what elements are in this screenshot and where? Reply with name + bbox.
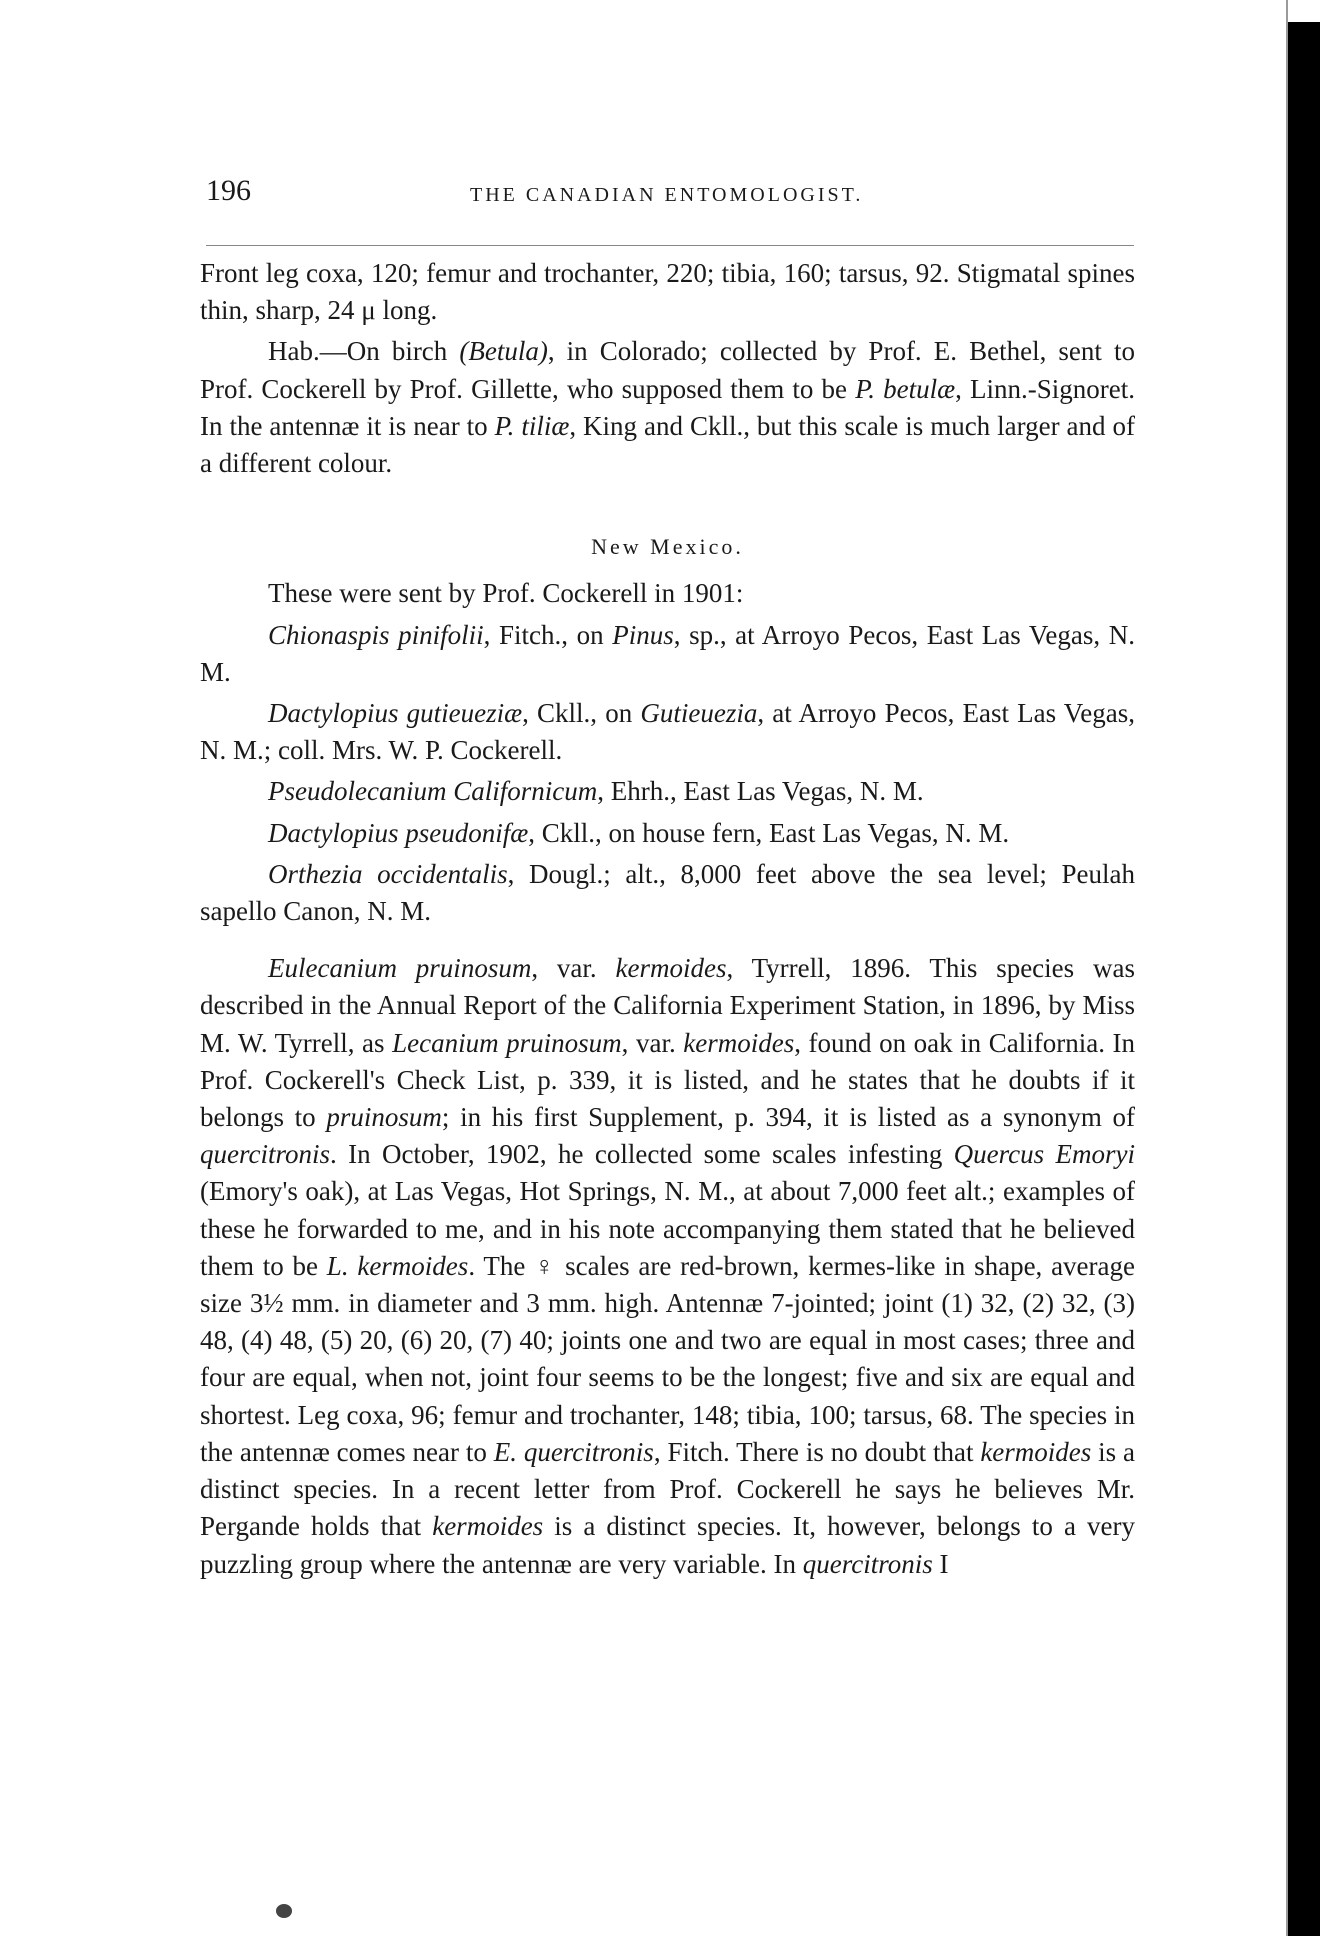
section-heading: New Mexico. [591,534,744,560]
paragraph: Orthezia occidentalis, Dougl.; alt., 8,000 feet above the sea level; Peulah sapello Canon, N. M. [200,858,1135,927]
body-text [200,255,1135,1583]
paragraph: Dactylopius gutieueziæ, Ckll., on Gutieuezia, at Arroyo Pecos, East Las Vegas, N. M.; coll. Mrs. W. P. Cockerell. [200,698,1136,766]
paragraph: Front leg coxa, 120; femur and trochanter, 220; tibia, 160; tarsus, 92. Stigmatal spines thin, sharp, 24 μ long. [200,258,1135,326]
header-rule [206,245,1134,246]
paragraph: Pseudolecanium Californicum, Ehrh., East Las Vegas, N. M. [268,776,924,807]
paragraph: Dactylopius pseudonifæ, Ckll., on house fern, East Las Vegas, N. M. [268,817,1010,848]
paragraph: Hab.—On birch (Betula), in Colorado; collected by Prof. E. Bethel, sent to Prof. Cockerell by Prof. Gillette, who supposed them to be P. betulæ, Linn.-Signoret. In the antennæ it is near to P. tiliæ, King and Ckll., but this scale is much larger and of a different colour. [200,336,1135,479]
paragraph: These were sent by Prof. Cockerell in 1901: [268,578,744,609]
page-header [206,174,1136,218]
running-title: THE CANADIAN ENTOMOLOGIST. [470,184,864,206]
paragraph: Chionaspis pinifolii, Fitch., on Pinus, sp., at Arroyo Pecos, East Las Vegas, N. M. [200,619,1135,687]
page-number: 196 [206,174,251,207]
paragraph: Eulecanium pruinosum, var. kermoides, Tyrrell, 1896. This species was described in the Annual Report of the California Experiment Station, in 1896, by Miss M. W. Tyrrell, as Lecanium pruinosum, var. kermoides, found on oak in California. In Prof. Cockerell's Check List, p. 339, it is listed, and he states that he doubts if it belongs to pruinosum; in his first Supplement, p. 394, it is listed as a synonym of quercitronis. In October, 1902, he collected some scales infesting Quercus Emoryi (Emory's oak), at Las Vegas, Hot Springs, N. M., at about 7,000 feet alt.; examples of these he forwarded to me, and in his note accompanying them stated that he believed them to be L. kermoides. The ♀ scales are red-brown, kermes-like in shape, average size 3½ mm. in diameter and 3 mm. high. Antennæ 7-jointed; joint (1) 32, (2) 32, (3) 48, (4) 48, (5) 20, (6) 20, (7) 40; joints one and two are equal in most cases; three and four are equal, when not, joint four seems to be the longest; five and six are equal and shortest. Leg coxa, 96; femur and trochanter, 148; tibia, 100; tarsus, 68. The species in the antennæ comes near to E. quercitronis, Fitch. There is no doubt that kermoides is a distinct species. In a recent letter from Prof. Cockerell he says he believes Mr. Pergande holds that kermoides is a distinct species. It, however, belongs to a very puzzling group where the antennæ are very variable. In quercitronis I [200,953,1136,1579]
scan-border [1288,22,1320,1936]
ink-smudge [276,1904,292,1918]
